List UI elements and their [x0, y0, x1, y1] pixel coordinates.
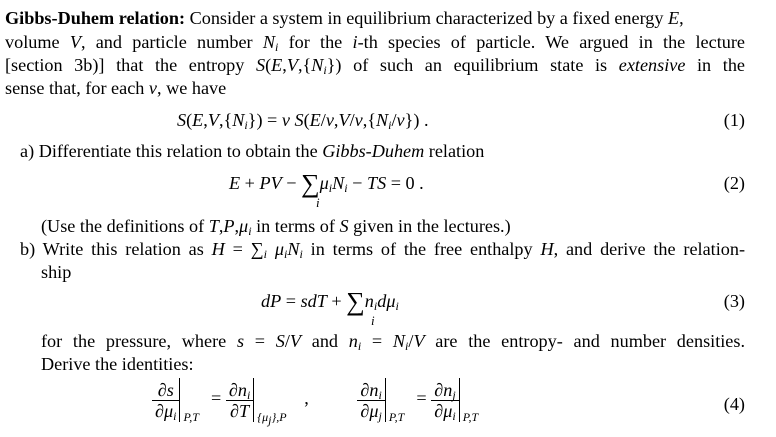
part-a-prompt: a) Differentiate this relation to obtain the Gibbs-Duhem relation [20, 141, 485, 161]
equation-1: $S(E,V,\{N_i\}) = \nu$ $S(E/\nu,V/\nu,\{N_i/\nu\})$ . [177, 110, 429, 132]
intro-line-1 [5, 7, 684, 29]
frac-dnj-dmui: $\frac{\partial n_j}{\partial\mu_i}$ [431, 380, 458, 421]
frac-dn-dT: $\frac{\partial n_i}{\partial T}$ [226, 380, 253, 421]
part-b-line-3: for the pressure, where s = S/V and $n_i = N_i/V$ are the entropy- and number densities. [41, 331, 746, 353]
intro-line-3: [section 3b)] that the entropy $S(E,V,\{N_i\})$ of such an equilibrium state is extensive in the [5, 55, 745, 77]
equation-3: dP = sdT + ∑ i $n_id\mu_i$ [261, 287, 399, 328]
equation-2: E + PV − ∑ i $\mu_iN_i$ − TS = 0 . [229, 169, 424, 210]
part-b-line-2: ship [41, 262, 72, 282]
intro-text: Consider a system in equilibrium characterized by a fixed energy E, [185, 8, 684, 28]
part-b-line-4: Derive the identities: [41, 354, 194, 374]
equation-4-number: (4) [723, 394, 745, 414]
part-b-line-1: b) Write this relation as $H = \sum_i$ $\mu_iN_i$ in terms of the free enthalpy H, and derive the relation- [20, 239, 746, 261]
part-a-note: (Use the definitions of $T,P,\mu_i$ in terms of S given in the lectures.) [41, 216, 511, 238]
frac-dni-dmuj: $\frac{\partial n_i}{\partial\mu_j}$ [357, 380, 384, 421]
equation-3-number: (3) [723, 291, 745, 311]
equation-1-number: (1) [723, 110, 745, 130]
part-b-label: b) [20, 239, 36, 259]
frac-ds-dmu: $\frac{\partial s}{\partial\mu_i}$ [152, 380, 179, 421]
equation-2-number: (2) [723, 173, 745, 193]
equation-4: $\frac{\partial s}{\partial\mu_i}$ P,T = $\frac{\partial n_i}{\partial T}$ $\{\mu_j\},P$ , $\frac{\partial n_i}{\partial\mu_j}$ P,T = $\frac{\partial n_j}{\partial\mu_i}$ P,T [152, 378, 460, 422]
intro-line-4: sense that, for each ν, we have [5, 78, 227, 98]
section-heading: Gibbs-Duhem relation: [5, 8, 186, 28]
intro-line-2: volume V, and particle number $N_i$ for the i-th species of particle. We argued in the lecture [5, 32, 745, 54]
part-a-label: a) [20, 141, 35, 161]
